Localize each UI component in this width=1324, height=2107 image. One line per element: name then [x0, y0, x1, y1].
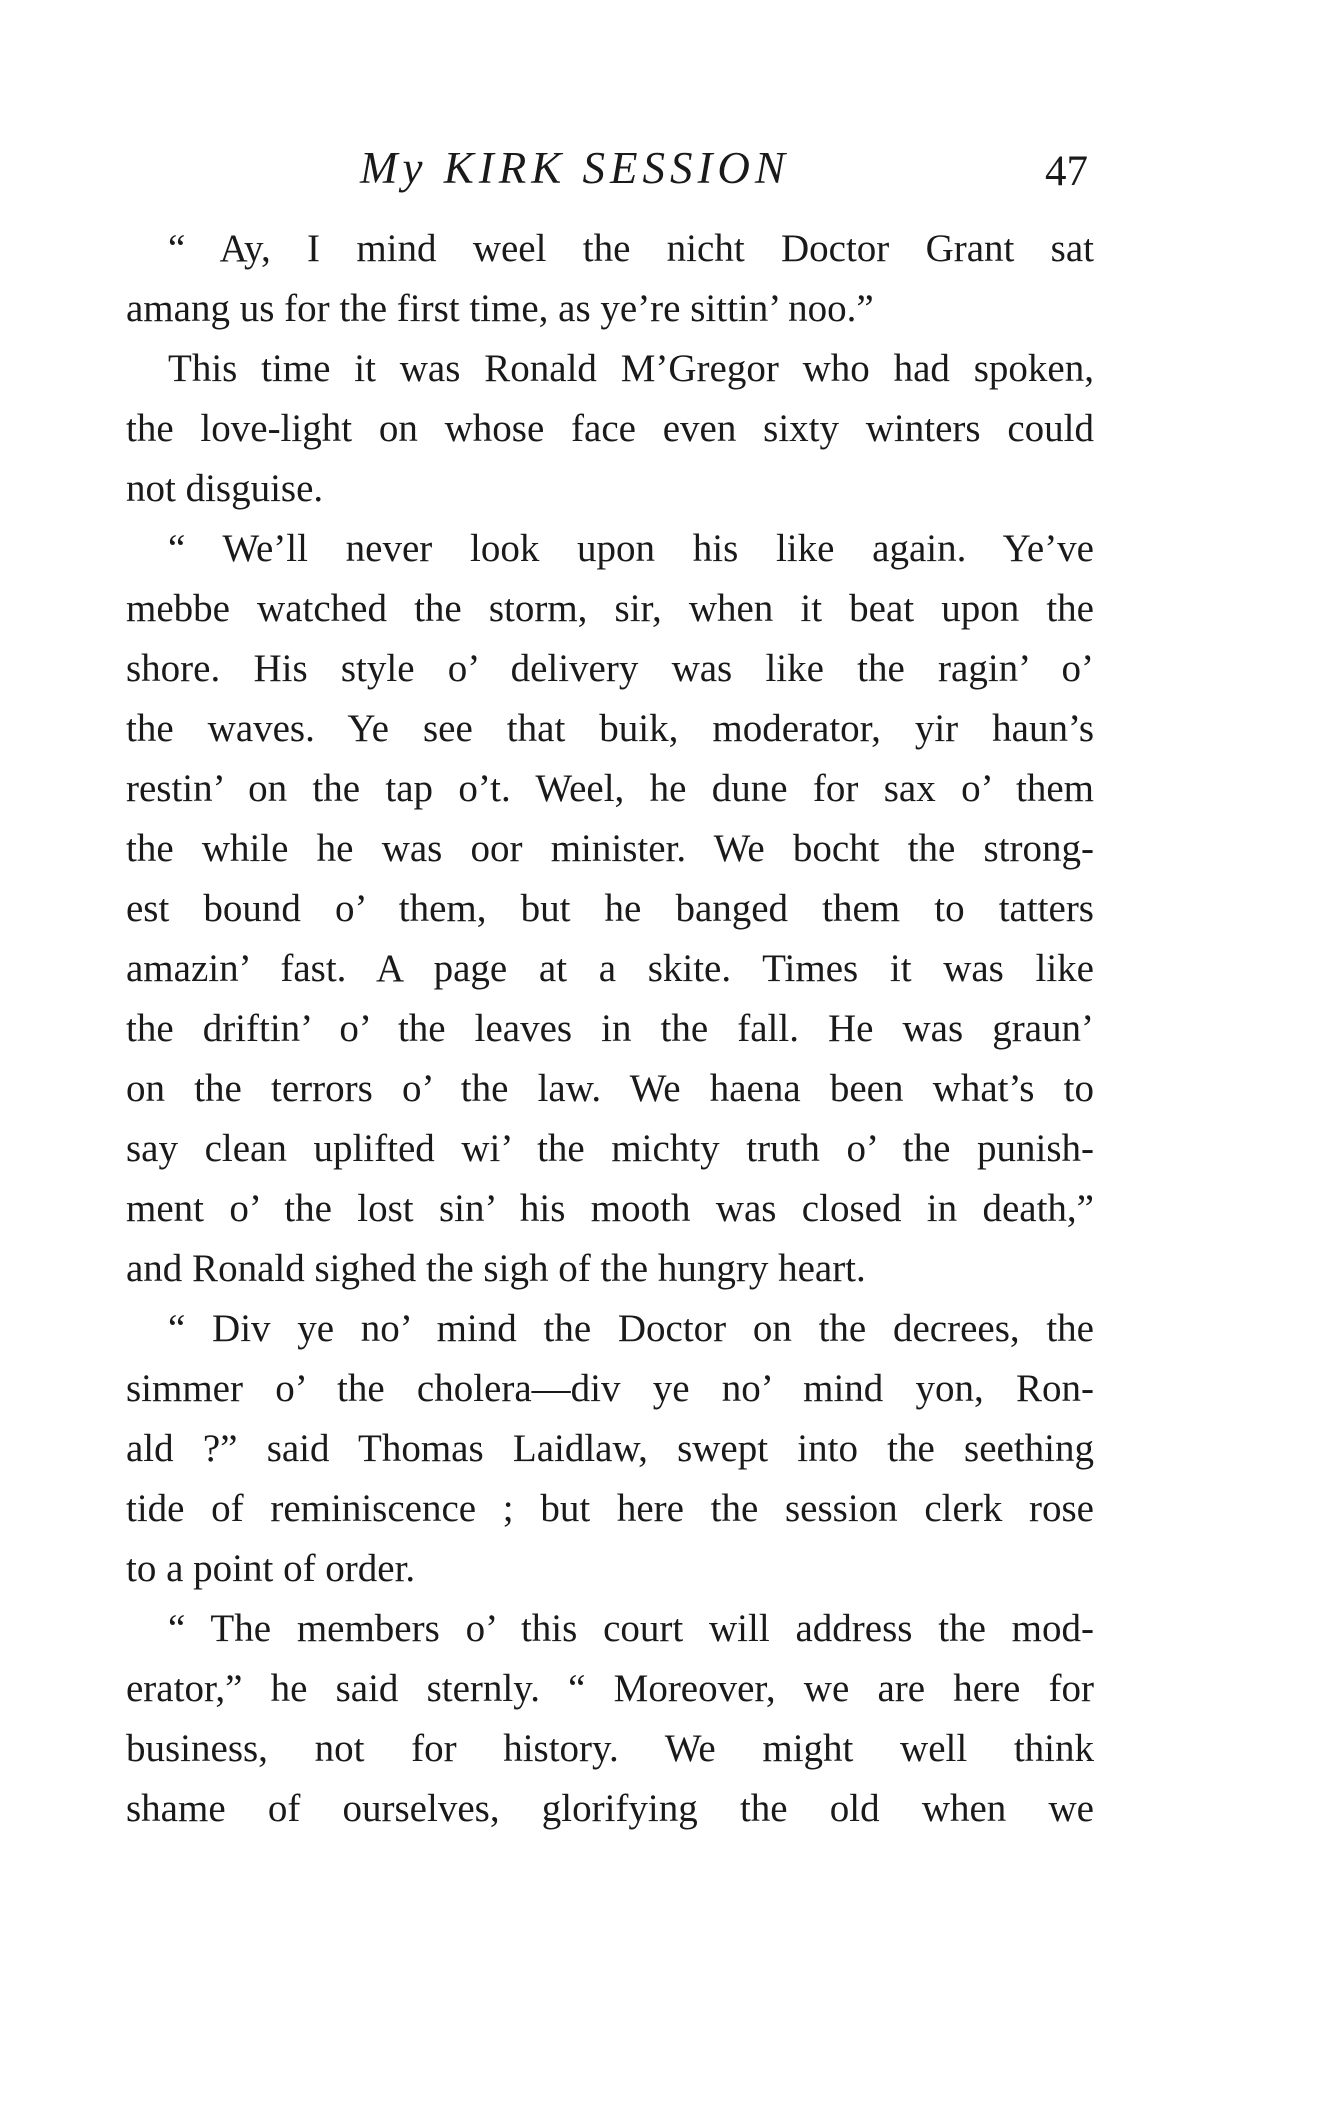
text-line: to a point of order. — [126, 1547, 416, 1590]
text-line: ment o’ the lost sin’ his mooth was closed in death,” — [126, 1187, 1094, 1230]
text-line: est bound o’ them, but he banged them to tatters — [126, 887, 1094, 930]
body-text — [126, 219, 1094, 1839]
text-line: “ Div ye no’ mind the Doctor on the decrees, the — [168, 1307, 1094, 1350]
text-line: “ Ay, I mind weel the nicht Doctor Grant sat — [168, 227, 1094, 270]
text-line: on the terrors o’ the law. We haena been what’s to — [126, 1067, 1094, 1110]
text-line: the waves. Ye see that buik, moderator, yir haun’s — [126, 707, 1094, 750]
text-line: and Ronald sighed the sigh of the hungry heart. — [126, 1247, 866, 1290]
text-line: say clean uplifted wi’ the michty truth o’ the punish- — [126, 1127, 1094, 1170]
text-line: the love-light on whose face even sixty winters could — [126, 407, 1094, 450]
text-line: “ The members o’ this court will address the mod- — [168, 1607, 1094, 1650]
page-number: 47 — [1045, 148, 1088, 195]
text-line: amazin’ fast. A page at a skite. Times it was like — [126, 947, 1094, 990]
text-line: restin’ on the tap o’t. Weel, he dune for sax o’ them — [126, 767, 1094, 810]
text-line: amang us for the first time, as ye’re sittin’ noo.” — [126, 287, 874, 330]
text-line: erator,” he said sternly. “ Moreover, we are here for — [126, 1667, 1094, 1710]
text-line: simmer o’ the cholera—div ye no’ mind yon, Ron- — [126, 1367, 1094, 1410]
page-header — [0, 138, 1324, 198]
text-line: mebbe watched the storm, sir, when it beat upon the — [126, 587, 1094, 630]
text-line: shore. His style o’ delivery was like the ragin’ o’ — [126, 647, 1094, 690]
text-line: “ We’ll never look upon his like again. Ye’ve — [168, 527, 1094, 570]
running-title: My KIRK SESSION — [360, 143, 790, 193]
text-line: This time it was Ronald M’Gregor who had spoken, — [168, 347, 1094, 390]
text-line: shame of ourselves, glorifying the old when we — [126, 1787, 1094, 1830]
text-line: the driftin’ o’ the leaves in the fall. He was graun’ — [126, 1007, 1094, 1050]
text-line: ald ?” said Thomas Laidlaw, swept into the seething — [126, 1427, 1094, 1470]
text-line: tide of reminiscence ; but here the session clerk rose — [126, 1487, 1094, 1530]
text-line: not disguise. — [126, 467, 324, 510]
text-line: business, not for history. We might well think — [126, 1727, 1094, 1770]
text-line: the while he was oor minister. We bocht the strong- — [126, 827, 1094, 870]
